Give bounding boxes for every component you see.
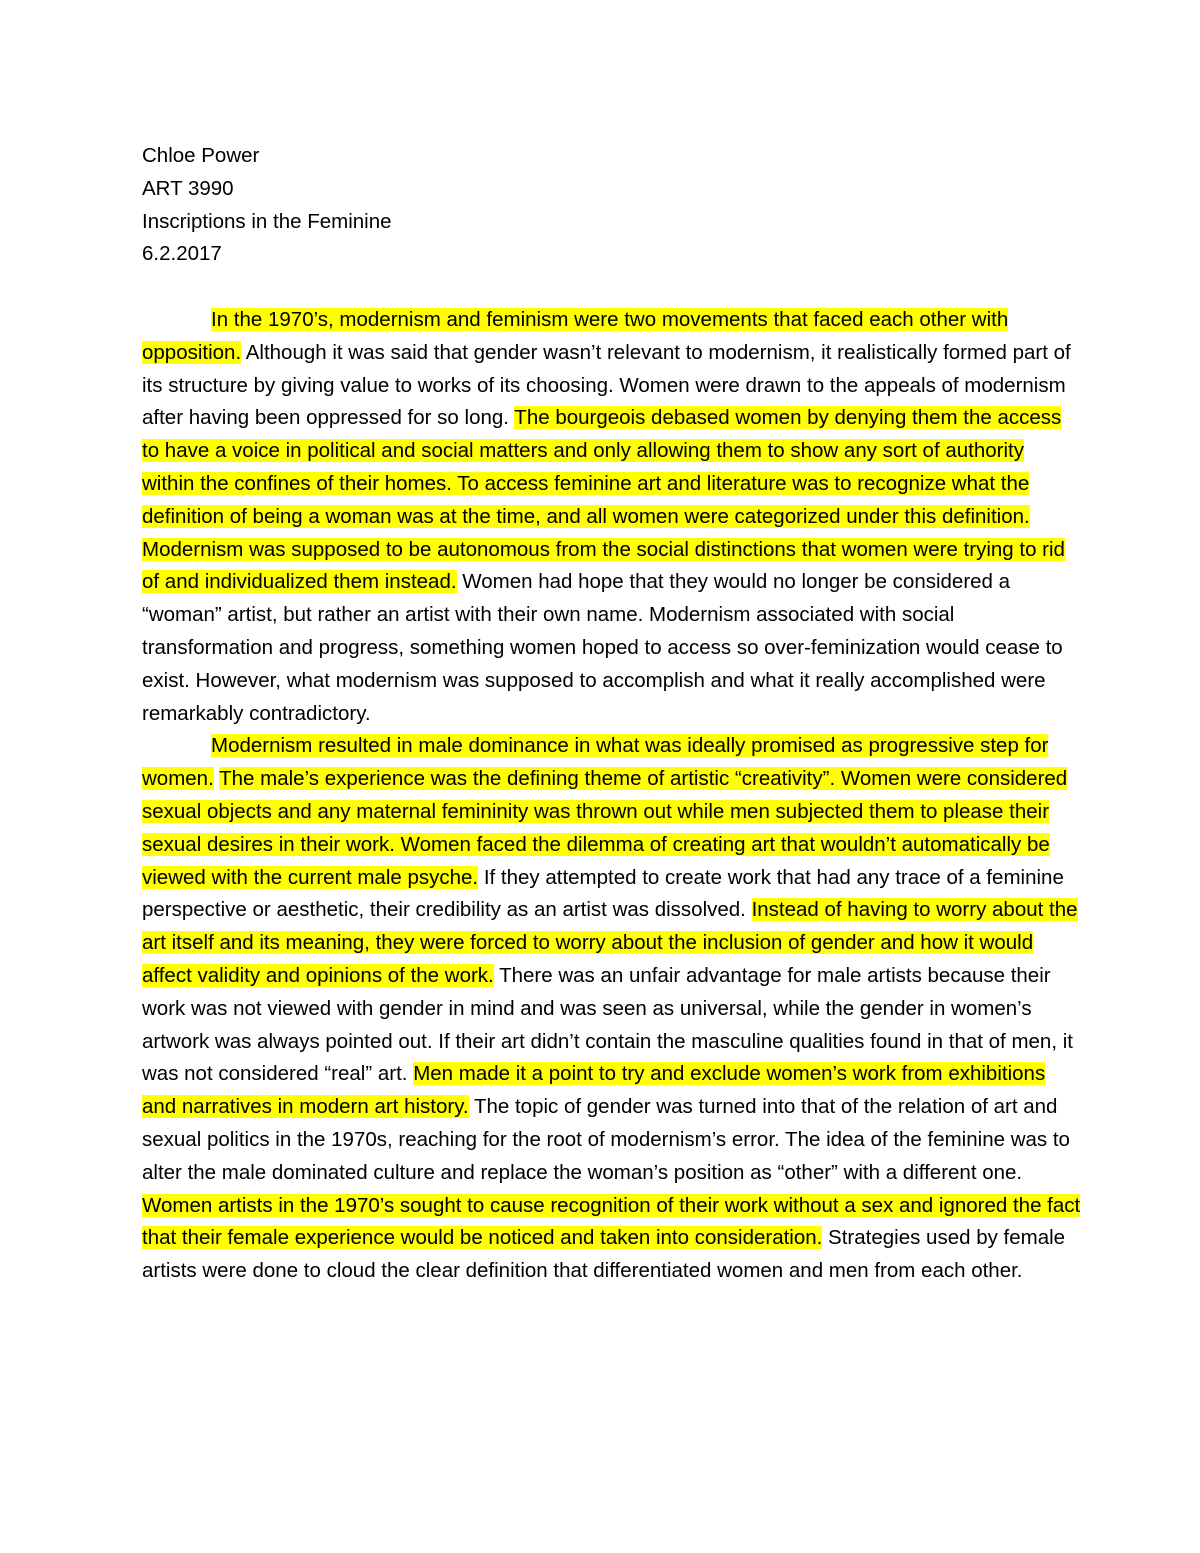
blank-line [142,271,1082,304]
highlighted-text: Instead of having to worry about the art itself and its meaning, they were forced to worry about the inclusion of gender and how it would affect validity and opinions of the work. [142,898,1078,987]
highlighted-text: The male’s experience was the defining theme of artistic “creativity”. Women were considered sexual objects and any maternal femininity was thrown out while men subjected them to please their sexual desires in their work. Women faced the dilemma of creating art that wouldn’t automatically be viewed with the current male psyche. [142,767,1068,889]
body-paragraph [142,304,1082,730]
document-page [142,140,1082,1288]
highlighted-text: Men made it a point to try and exclude women’s work from exhibitions and narratives in modern art history. [142,1062,1046,1119]
document-date: 6.2.2017 [142,242,222,266]
highlighted-text: Women artists in the 1970’s sought to cause recognition of their work without a sex and ignored the fact that their female experience would be noticed and taken into consideration. [142,1193,1081,1250]
body-text: Strategies used by female artists were done to cloud the clear definition that differentiated women and men from each other. [142,1226,1066,1283]
body-text: Although it was said that gender wasn’t relevant to modernism, it realistically formed part of its structure by giving value to works of its choosing. Women were drawn to the appeals of modernism after having been oppressed for so long. [142,340,1071,430]
body-text: The topic of gender was turned into that of the relation of art and sexual politics in the 1970s, reaching for the root of modernism’s error. The idea of the feminine was to alter the male dominated culture and replace the woman’s position as “other” with a different one. [142,1095,1070,1184]
highlighted-text: The bourgeois debased women by denying them the access to have a voice in political and social matters and only allowing them to show any sort of authority within the confines of their homes. To access feminine art and literature was to recognize what the definition of being a woman was at the time, and all women were categorized under this definition. [142,406,1062,528]
highlighted-text: Modernism resulted in male dominance in what was ideally promised as progressive step for women. [142,734,1049,791]
highlighted-text: Modernism was supposed to be autonomous from the social distinctions that women were trying to rid of and individualized them instead. [142,537,1065,594]
highlighted-text: In the 1970’s, modernism and feminism were two movements that faced each other with opposition. [142,307,1009,364]
author-name: Chloe Power [142,144,260,167]
course-number: ART 3990 [142,176,234,200]
body-paragraph [142,730,1082,1288]
body-text: Women had hope that they would no longer be considered a “woman” artist, but rather an artist with their own name. Modernism associated with social transformation and progress, something women hoped to access so over-feminization would cease to exist. However, what modernism was supposed to accomplish and what it really accomplished were remarkably contradictory. [142,570,1063,725]
body-text: If they attempted to create work that had any trace of a feminine perspective or aesthetic, their credibility as an artist was dissolved. [142,865,1064,922]
course-title: Inscriptions in the Feminine [142,209,392,233]
body-text: There was an unfair advantage for male artists because their work was not viewed with gender in mind and was seen as universal, while the gender in women’s artwork was always pointed out. If their art didn’t contain the masculine qualities found in that of men, it was not considered “real” art. [142,963,1073,1086]
